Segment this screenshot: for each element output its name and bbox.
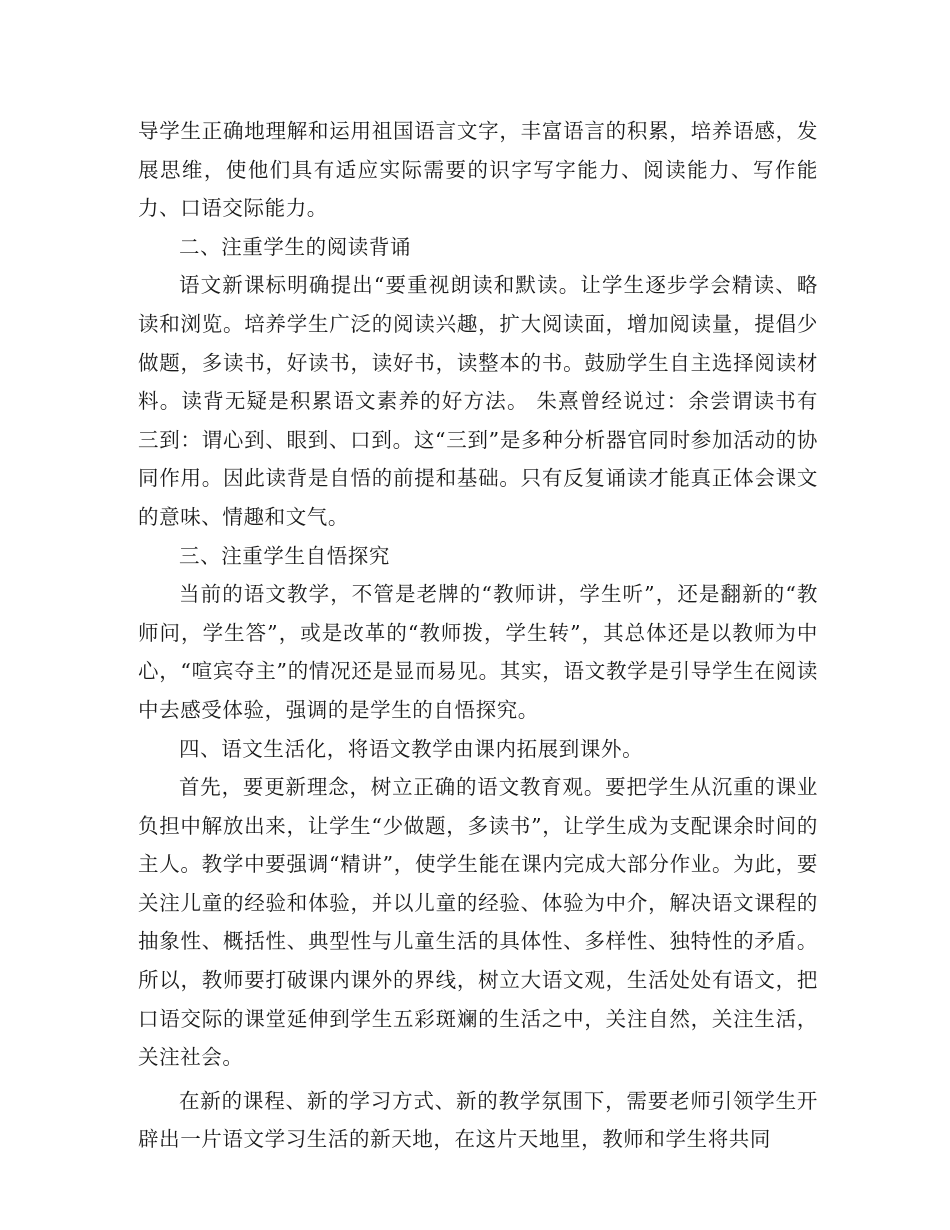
paragraph-5: 当前的语文教学，不管是老牌的“教师讲，学生听”，还是翻新的“教师问，学生答”，或是改革的“教师拨，学生转”，其总体还是以教师为中心，“喧宾夺主”的情况还是显而易见。其实，语文教学是引导学生在阅读中去感受体验，强调的是学生的自悟探究。 [138, 582, 818, 722]
paragraph-3: 语文新课标明确提出“要重视朗读和默读。让学生逐步学会精读、略读和浏览。培养学生广泛的阅读兴趣，扩大阅读面，增加阅读量，提倡少做题，多读书，好读书，读好书，读整本的书。鼓励学生自主选择阅读材料。读背无疑是积累语文素养的好方法。 朱熹曾经说过：余尝谓读书有三到：谓心到、眼到、口到。这“三到”是多种分析器官同时参加活动的协同作用。因此读背是自悟的前提和基础。只有反复诵读才能真正体会课文的意味、情趣和文气。 [138, 273, 818, 529]
section-heading-3: 三、注重学生自悟探究 [179, 543, 390, 568]
paragraph-1: 导学生正确地理解和运用祖国语言文字，丰富语言的积累，培养语感，发展思维，使他们具有适应实际需要的识字写字能力、阅读能力、写作能力、口语交际能力。 [138, 119, 818, 221]
paragraph-8: 在新的课程、新的学习方式、新的教学氛围下，需要老师引领学生开辟出一片语文学习生活的新天地，在这片天地里，教师和学生将共同 [138, 1088, 818, 1152]
paragraph-7: 首先，要更新理念，树立正确的语文教育观。要把学生从沉重的课业负担中解放出来，让学生“少做题，多读书”，让学生成为支配课余时间的主人。教学中要强调“精讲”，使学生能在课内完成大部分作业。为此，要关注儿童的经验和体验，并以儿童的经验、体验为中介，解决语文课程的抽象性、概括性、典型性与儿童生活的具体性、多样性、独特性的矛盾。所以，教师要打破课内课外的界线，树立大语文观，生活处处有语文，把口语交际的课堂延伸到学生五彩斑斓的生活之中，关注自然，关注生活，关注社会。 [138, 775, 818, 1070]
section-heading-4: 四、语文生活化，将语文教学由课内拓展到课外。 [179, 736, 644, 761]
document-body [138, 112, 818, 1159]
section-heading-2: 二、注重学生的阅读背诵 [179, 234, 412, 259]
